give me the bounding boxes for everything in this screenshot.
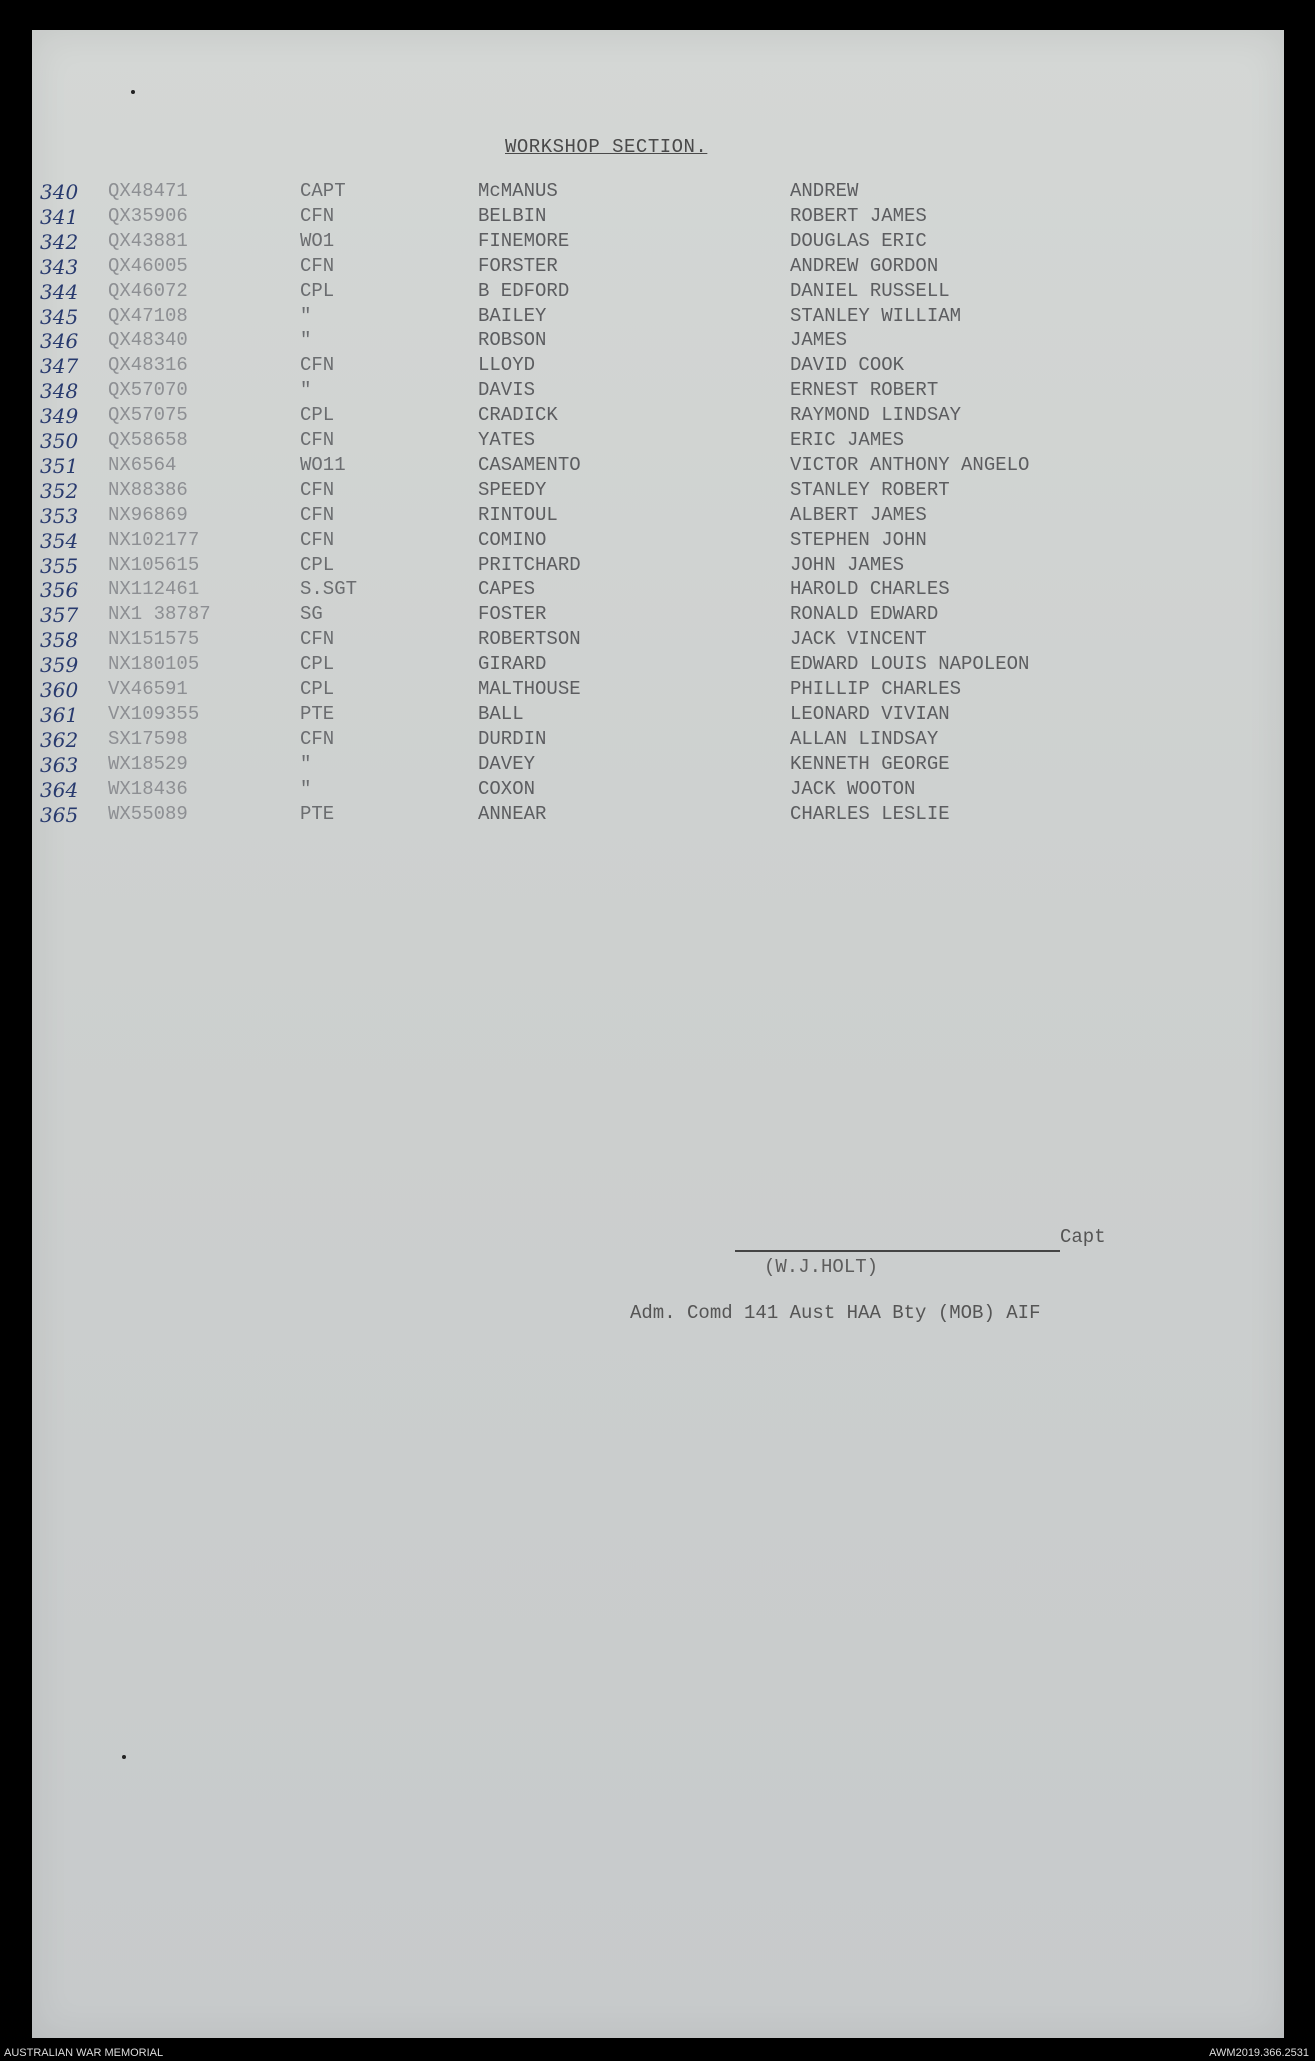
service-number: QX46072 [108,279,188,302]
rank: " [300,752,312,775]
section-heading: WORKSHOP SECTION. [505,136,708,158]
service-number: NX1 38787 [108,603,211,626]
given-names: ANDREW GORDON [790,254,939,277]
given-names: RAYMOND LINDSAY [790,404,962,427]
list-row [0,703,1315,728]
service-number: VX46591 [108,678,188,700]
service-number: NX88386 [108,478,188,501]
service-number: NX102177 [108,528,200,551]
list-row [0,404,1315,429]
rank: " [300,777,312,800]
rank: CFN [300,354,335,377]
rank: PTE [300,702,335,725]
surname: GIRARD [478,653,547,676]
rank: CFN [300,503,335,526]
signatory-title: Adm. Comd 141 Aust HAA Bty (MOB) AIF [630,1302,1041,1324]
surname: BELBIN [478,204,547,227]
given-names: ALBERT JAMES [790,503,927,526]
entry-number: 352 [40,478,79,503]
list-row [0,429,1315,454]
list-row [0,653,1315,678]
rank: " [300,304,312,327]
rank: CFN [300,727,335,750]
service-number: QX57070 [108,379,188,402]
entry-number: 343 [40,254,79,279]
service-number: QX57075 [108,404,188,427]
service-number: WX18436 [108,777,188,800]
surname: FINEMORE [478,229,570,252]
list-row [0,728,1315,753]
list-row [0,628,1315,653]
signature-rank: Capt [1060,1226,1106,1248]
service-number: NX180105 [108,653,200,676]
service-number: QX43881 [108,229,188,252]
rank: CFN [300,478,335,501]
surname: B EDFORD [478,279,570,302]
given-names: JACK WOOTON [790,777,916,800]
service-number: SX17598 [108,727,188,750]
given-names: JOHN JAMES [790,553,905,576]
surname: DAVEY [478,752,536,775]
surname: ANNEAR [478,802,547,825]
rank: CPL [300,653,335,676]
list-row [0,778,1315,803]
given-names: EDWARD LOUIS NAPOLEON [790,653,1030,676]
service-number: WX55089 [108,802,188,825]
signatory-name: (W.J.HOLT) [764,1256,879,1278]
given-names: JAMES [790,329,848,352]
rank: " [300,329,312,352]
entry-number: 364 [40,777,79,802]
surname: MALTHOUSE [478,678,581,700]
given-names: ROBERT JAMES [790,204,927,227]
rank: " [300,379,312,402]
list-row [0,578,1315,603]
entry-number: 356 [40,578,79,603]
service-number: NX151575 [108,628,200,651]
list-row [0,603,1315,628]
rank: CPL [300,678,335,700]
entry-number: 348 [40,379,79,404]
surname: RINTOUL [478,503,558,526]
entry-number: 359 [40,653,79,678]
surname: ROBERTSON [478,628,581,651]
rank: CPL [300,404,335,427]
surname: CRADICK [478,404,558,427]
signature-line [735,1250,1060,1252]
entry-number: 344 [40,279,79,304]
list-row [0,379,1315,404]
service-number: QX46005 [108,254,188,277]
surname: LLOYD [478,354,536,377]
surname: DURDIN [478,727,547,750]
surname: FORSTER [478,254,558,277]
ink-mark [131,90,135,94]
entry-number: 341 [40,204,79,229]
given-names: PHILLIP CHARLES [790,678,962,700]
list-row [0,454,1315,479]
surname: BAILEY [478,304,547,327]
entry-number: 365 [40,802,79,827]
given-names: ALLAN LINDSAY [790,727,939,750]
entry-number: 353 [40,503,79,528]
given-names: CHARLES LESLIE [790,802,950,825]
given-names: STEPHEN JOHN [790,528,927,551]
surname: DAVIS [478,379,536,402]
entry-number: 340 [40,180,79,204]
service-number: QX47108 [108,304,188,327]
list-row [0,255,1315,280]
surname: SPEEDY [478,478,547,501]
list-row [0,753,1315,778]
service-number: QX58658 [108,429,188,451]
given-names: LEONARD VIVIAN [790,702,950,725]
entry-number: 360 [40,678,79,702]
list-row [0,803,1315,828]
list-row [0,230,1315,255]
surname: COXON [478,777,536,800]
footer-archive-name: AUSTRALIAN WAR MEMORIAL [4,2047,164,2059]
rank: S.SGT [300,578,358,601]
entry-number: 363 [40,752,79,777]
given-names: DAVID COOK [790,354,905,377]
service-number: WX18529 [108,752,188,775]
entry-number: 355 [40,553,79,578]
rank: CFN [300,628,335,651]
surname: McMANUS [478,180,558,202]
given-names: JACK VINCENT [790,628,927,651]
entry-number: 351 [40,453,79,478]
rank: CPL [300,279,335,302]
service-number: NX112461 [108,578,200,601]
rank: WO11 [300,453,346,476]
entry-number: 358 [40,628,79,653]
entry-number: 345 [40,304,79,329]
given-names: STANLEY ROBERT [790,478,950,501]
list-row [0,529,1315,554]
service-number: NX105615 [108,553,200,576]
list-row [0,305,1315,330]
given-names: DOUGLAS ERIC [790,229,927,252]
surname: CAPES [478,578,536,601]
service-number: QX48316 [108,354,188,377]
list-row [0,354,1315,379]
list-row [0,180,1315,205]
list-row [0,329,1315,354]
entry-number: 347 [40,354,79,379]
surname: PRITCHARD [478,553,581,576]
entry-number: 354 [40,528,79,553]
given-names: ERNEST ROBERT [790,379,939,402]
surname: YATES [478,429,536,451]
rank: WO1 [300,229,335,252]
rank: CFN [300,528,335,551]
entry-number: 362 [40,727,79,752]
entry-number: 350 [40,429,79,453]
surname: COMINO [478,528,547,551]
given-names: RONALD EDWARD [790,603,939,626]
rank: PTE [300,802,335,825]
rank: CFN [300,204,335,227]
entry-number: 361 [40,702,79,727]
rank: CAPT [300,180,346,202]
list-row [0,280,1315,305]
list-row [0,678,1315,703]
entry-number: 357 [40,603,79,628]
rank: SG [300,603,323,626]
service-number: QX48340 [108,329,188,352]
list-row [0,205,1315,230]
rank: CPL [300,553,335,576]
entry-number: 342 [40,229,79,254]
list-row [0,554,1315,579]
list-row [0,479,1315,504]
given-names: KENNETH GEORGE [790,752,950,775]
service-number: QX35906 [108,204,188,227]
list-row [0,504,1315,529]
surname: BALL [478,702,524,725]
entry-number: 346 [40,329,79,354]
service-number: QX48471 [108,180,188,202]
service-number: VX109355 [108,702,200,725]
surname: ROBSON [478,329,547,352]
service-number: NX96869 [108,503,188,526]
rank: CFN [300,429,335,451]
entry-number: 349 [40,404,79,429]
given-names: HAROLD CHARLES [790,578,950,601]
given-names: DANIEL RUSSELL [790,279,950,302]
surname: FOSTER [478,603,547,626]
footer-item-id: AWM2019.366.2531 [1209,2047,1309,2059]
given-names: VICTOR ANTHONY ANGELO [790,453,1030,476]
given-names: STANLEY WILLIAM [790,304,962,327]
surname: CASAMENTO [478,453,581,476]
rank: CFN [300,254,335,277]
service-number: NX6564 [108,453,177,476]
given-names: ANDREW [790,180,859,202]
ink-mark [122,1755,126,1759]
given-names: ERIC JAMES [790,429,905,451]
